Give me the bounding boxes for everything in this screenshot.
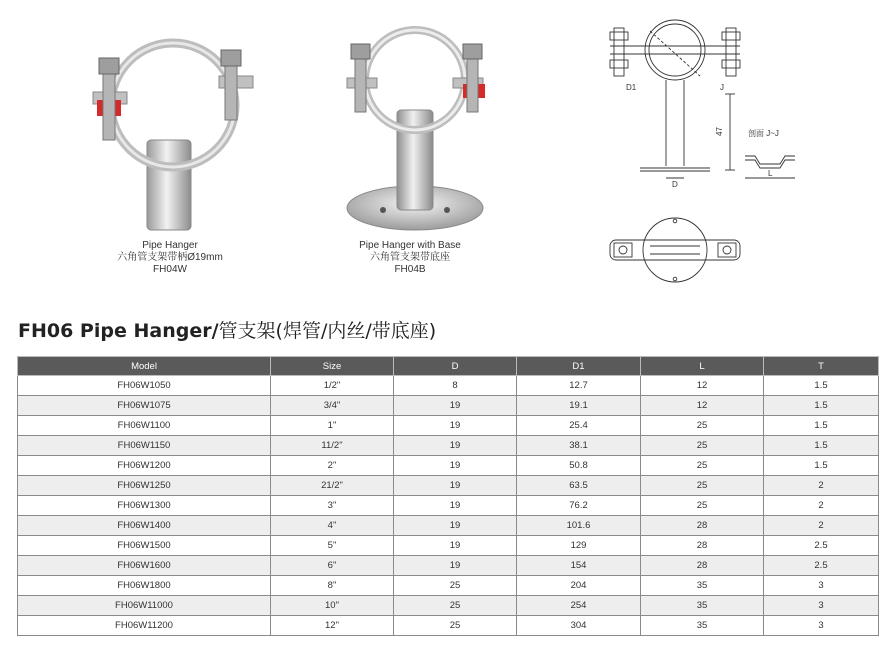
cell-size: 4" xyxy=(271,516,394,536)
cell-model: FH06W1050 xyxy=(18,376,271,396)
cell-size: 10" xyxy=(271,596,394,616)
cell-model: FH06W1100 xyxy=(18,416,271,436)
cell-size: 5" xyxy=(271,536,394,556)
cell-d: 8 xyxy=(394,376,517,396)
cell-l: 28 xyxy=(641,536,764,556)
header-l: L xyxy=(641,357,764,376)
cell-l: 25 xyxy=(641,496,764,516)
cell-l: 25 xyxy=(641,476,764,496)
cell-l: 35 xyxy=(641,576,764,596)
table-header-row xyxy=(18,357,879,376)
table-row xyxy=(18,516,879,536)
cell-d1: 154 xyxy=(517,556,641,576)
table-row xyxy=(18,616,879,636)
cell-size: 3/4" xyxy=(271,396,394,416)
cell-model: FH06W1400 xyxy=(18,516,271,536)
table-row xyxy=(18,596,879,616)
cell-l: 28 xyxy=(641,556,764,576)
cell-model: FH06W1150 xyxy=(18,436,271,456)
cell-d: 19 xyxy=(394,416,517,436)
dim-47-label: 47 xyxy=(715,127,724,136)
cell-d: 25 xyxy=(394,596,517,616)
cell-l: 12 xyxy=(641,396,764,416)
header-t: T xyxy=(764,357,879,376)
cell-d: 25 xyxy=(394,616,517,636)
cell-t: 1.5 xyxy=(764,456,879,476)
cell-model: FH06W1800 xyxy=(18,576,271,596)
cell-t: 1.5 xyxy=(764,376,879,396)
table-row xyxy=(18,556,879,576)
title-cn: 管支架(焊管/内丝/带底座) xyxy=(218,320,437,342)
product-code: FH04W xyxy=(153,264,187,275)
cell-size: 1" xyxy=(271,416,394,436)
table-row xyxy=(18,576,879,596)
cell-d: 19 xyxy=(394,396,517,416)
section-label: 剖面 J~J xyxy=(748,129,779,138)
cell-d1: 304 xyxy=(517,616,641,636)
cell-t: 1.5 xyxy=(764,436,879,456)
cell-d1: 76.2 xyxy=(517,496,641,516)
product-name-cn: 六角管支架带底座 xyxy=(370,252,450,263)
cell-d1: 63.5 xyxy=(517,476,641,496)
header-d: D xyxy=(394,357,517,376)
page-title xyxy=(18,316,436,343)
pipe-hanger-image xyxy=(85,0,255,240)
product-pipe-hanger-base xyxy=(325,0,495,276)
header-d1: D1 xyxy=(517,357,641,376)
cell-d1: 129 xyxy=(517,536,641,556)
cell-d1: 204 xyxy=(517,576,641,596)
cell-d1: 50.8 xyxy=(517,456,641,476)
table-row xyxy=(18,496,879,516)
cell-size: 3" xyxy=(271,496,394,516)
table-row xyxy=(18,376,879,396)
cell-t: 3 xyxy=(764,596,879,616)
cell-d: 19 xyxy=(394,456,517,476)
dim-d1-label: D1 xyxy=(626,83,637,92)
cell-size: 6" xyxy=(271,556,394,576)
cell-size: 8" xyxy=(271,576,394,596)
cell-size: 1/2" xyxy=(271,376,394,396)
header-size: Size xyxy=(271,357,394,376)
cell-model: FH06W1200 xyxy=(18,456,271,476)
spec-table xyxy=(17,356,879,636)
cell-d: 19 xyxy=(394,556,517,576)
cell-d: 19 xyxy=(394,516,517,536)
dim-l-label: L xyxy=(768,169,773,178)
cell-d: 19 xyxy=(394,536,517,556)
cell-d1: 12.7 xyxy=(517,376,641,396)
cell-d: 19 xyxy=(394,476,517,496)
table-row xyxy=(18,436,879,456)
cell-d: 19 xyxy=(394,436,517,456)
cell-t: 2 xyxy=(764,516,879,536)
cell-t: 1.5 xyxy=(764,396,879,416)
table-row xyxy=(18,396,879,416)
table-row xyxy=(18,456,879,476)
cell-l: 35 xyxy=(641,616,764,636)
product-code: FH04B xyxy=(394,264,426,275)
cell-model: FH06W1300 xyxy=(18,496,271,516)
cell-size: 21/2" xyxy=(271,476,394,496)
cell-t: 2.5 xyxy=(764,536,879,556)
cell-l: 28 xyxy=(641,516,764,536)
cell-model: FH06W11200 xyxy=(18,616,271,636)
cell-size: 12" xyxy=(271,616,394,636)
cell-d: 25 xyxy=(394,576,517,596)
product-name-en: Pipe Hanger with Base xyxy=(359,240,461,251)
cell-model: FH06W1250 xyxy=(18,476,271,496)
cell-l: 25 xyxy=(641,456,764,476)
cell-d1: 38.1 xyxy=(517,436,641,456)
technical-drawing xyxy=(600,6,830,296)
cell-d1: 254 xyxy=(517,596,641,616)
cell-t: 2.5 xyxy=(764,556,879,576)
cell-size: 11/2" xyxy=(271,436,394,456)
cell-l: 25 xyxy=(641,416,764,436)
cell-t: 3 xyxy=(764,576,879,596)
title-en: FH06 Pipe Hanger/ xyxy=(18,320,219,342)
cell-model: FH06W1075 xyxy=(18,396,271,416)
cell-t: 1.5 xyxy=(764,416,879,436)
header-model: Model xyxy=(18,357,271,376)
cell-l: 12 xyxy=(641,376,764,396)
cell-l: 25 xyxy=(641,436,764,456)
dim-j-label: J xyxy=(720,83,724,92)
cell-d1: 101.6 xyxy=(517,516,641,536)
cell-d: 19 xyxy=(394,496,517,516)
dim-d-label: D xyxy=(672,180,678,189)
cell-model: FH06W1500 xyxy=(18,536,271,556)
product-name-en: Pipe Hanger xyxy=(142,240,198,251)
table-row xyxy=(18,476,879,496)
cell-d1: 19.1 xyxy=(517,396,641,416)
cell-model: FH06W1600 xyxy=(18,556,271,576)
cell-model: FH06W11000 xyxy=(18,596,271,616)
cell-d1: 25.4 xyxy=(517,416,641,436)
cell-size: 2" xyxy=(271,456,394,476)
table-row xyxy=(18,416,879,436)
cell-l: 35 xyxy=(641,596,764,616)
cell-t: 3 xyxy=(764,616,879,636)
product-name-cn: 六角管支架带柄Ø19mm xyxy=(117,252,223,263)
table-body xyxy=(18,376,879,636)
cell-t: 2 xyxy=(764,496,879,516)
table-row xyxy=(18,536,879,556)
pipe-hanger-base-image xyxy=(325,0,495,240)
cell-t: 2 xyxy=(764,476,879,496)
product-pipe-hanger xyxy=(85,0,255,276)
